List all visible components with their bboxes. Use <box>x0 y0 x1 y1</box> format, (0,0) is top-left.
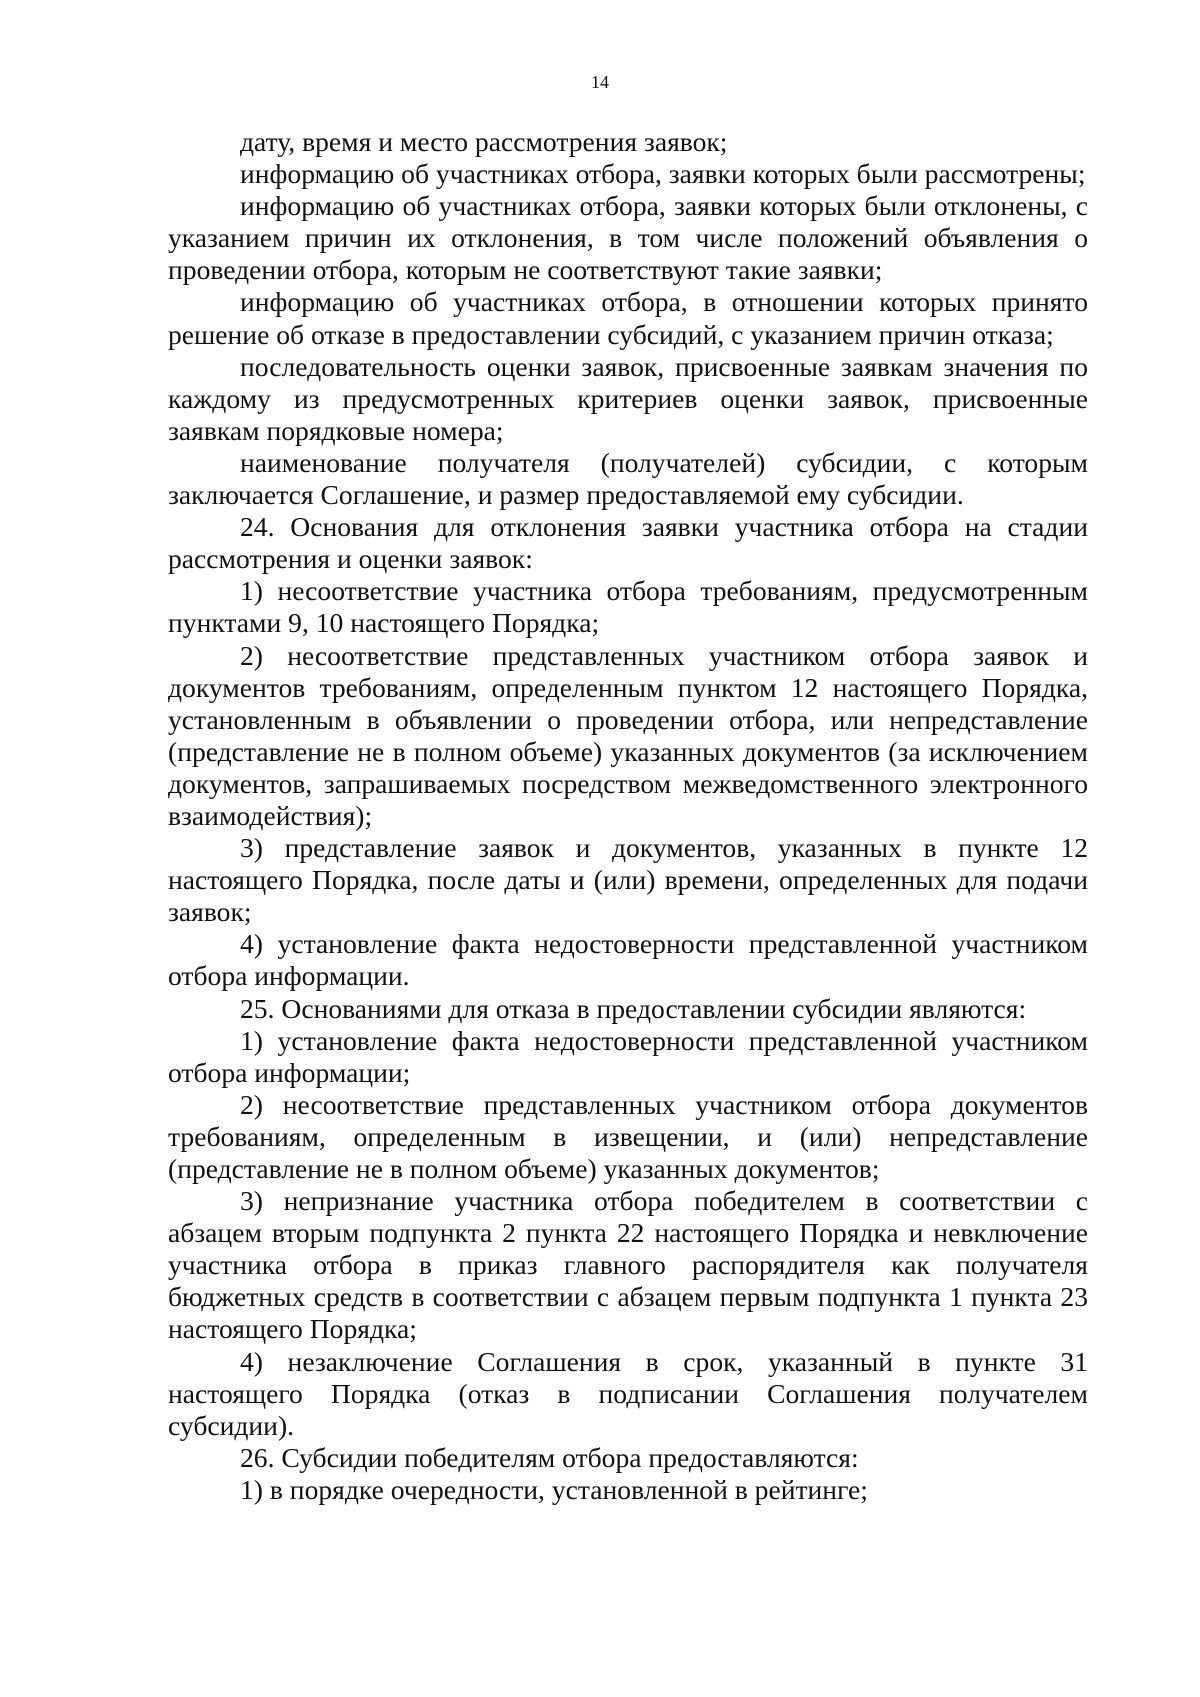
paragraph: 2) несоответствие представленных участником отбора заявок и документов требованиям, определенным пунктом 12 настоящего Порядка, установленным в объявлении о проведении отбора, или непредставление (представление не в полном объеме) указанных документов (за исключением документов, запрашиваемых посредством межведомственного электронного взаимодействия); <box>168 639 1088 831</box>
paragraph: 26. Субсидии победителям отбора предоставляются: <box>240 1441 859 1473</box>
page-number: 14 <box>591 72 609 92</box>
paragraph: информацию об участниках отбора, в отношении которых принято решение об отказе в предоставлении субсидий, с указанием причин отказа; <box>168 286 1088 350</box>
paragraph: 3) представление заявок и документов, указанных в пункте 12 настоящего Порядка, после даты и (или) времени, определенных для подачи заявок; <box>168 832 1088 928</box>
paragraph: 4) незаключение Соглашения в срок, указанный в пункте 31 настоящего Порядка (отказ в подписании Соглашения получателем субсидии). <box>168 1345 1088 1441</box>
paragraph: информацию об участниках отбора, заявки которых были рассмотрены; <box>240 158 1086 190</box>
paragraph: 1) установление факта недостоверности представленной участником отбора информации; <box>168 1024 1088 1088</box>
paragraph: 3) непризнание участника отбора победителем в соответствии с абзацем вторым подпункта 2 пункта 22 настоящего Порядка и невключение участника отбора в приказ главного распорядителя как получателя бюджетных средств в соответствии с абзацем первым подпункта 1 пункта 23 настоящего Порядка; <box>168 1185 1088 1345</box>
paragraph: наименование получателя (получателей) субсидии, с которым заключается Соглашение, и размер предоставляемой ему субсидии. <box>168 446 1088 511</box>
document-body <box>168 126 1088 1506</box>
paragraph: дату, время и место рассмотрения заявок; <box>240 126 728 157</box>
paragraph: 2) несоответствие представленных участником отбора документов требованиям, определенным в извещении, и (или) непредставление (представление не в полном объеме) указанных документов; <box>168 1088 1088 1184</box>
paragraph: 4) установление факта недостоверности представленной участником отбора информации. <box>168 928 1088 992</box>
paragraph: последовательность оценки заявок, присвоенные заявкам значения по каждому из предусмотренных критериев оценки заявок, присвоенные заявкам порядковые номера; <box>168 350 1088 446</box>
paragraph: 25. Основаниями для отказа в предоставлении субсидии являются: <box>240 992 1027 1024</box>
paragraph: 1) в порядке очередности, установленной в рейтинге; <box>240 1473 868 1505</box>
paragraph: 24. Основания для отклонения заявки участника отбора на стадии рассмотрения и оценки заявок: <box>168 511 1088 575</box>
paragraph: 1) несоответствие участника отбора требованиям, предусмотренным пунктами 9, 10 настоящего Порядка; <box>168 575 1088 639</box>
paragraph: информацию об участниках отбора, заявки которых были отклонены, с указанием причин их отклонения, в том числе положений объявления о проведении отбора, которым не соответствуют такие заявки; <box>168 190 1088 286</box>
